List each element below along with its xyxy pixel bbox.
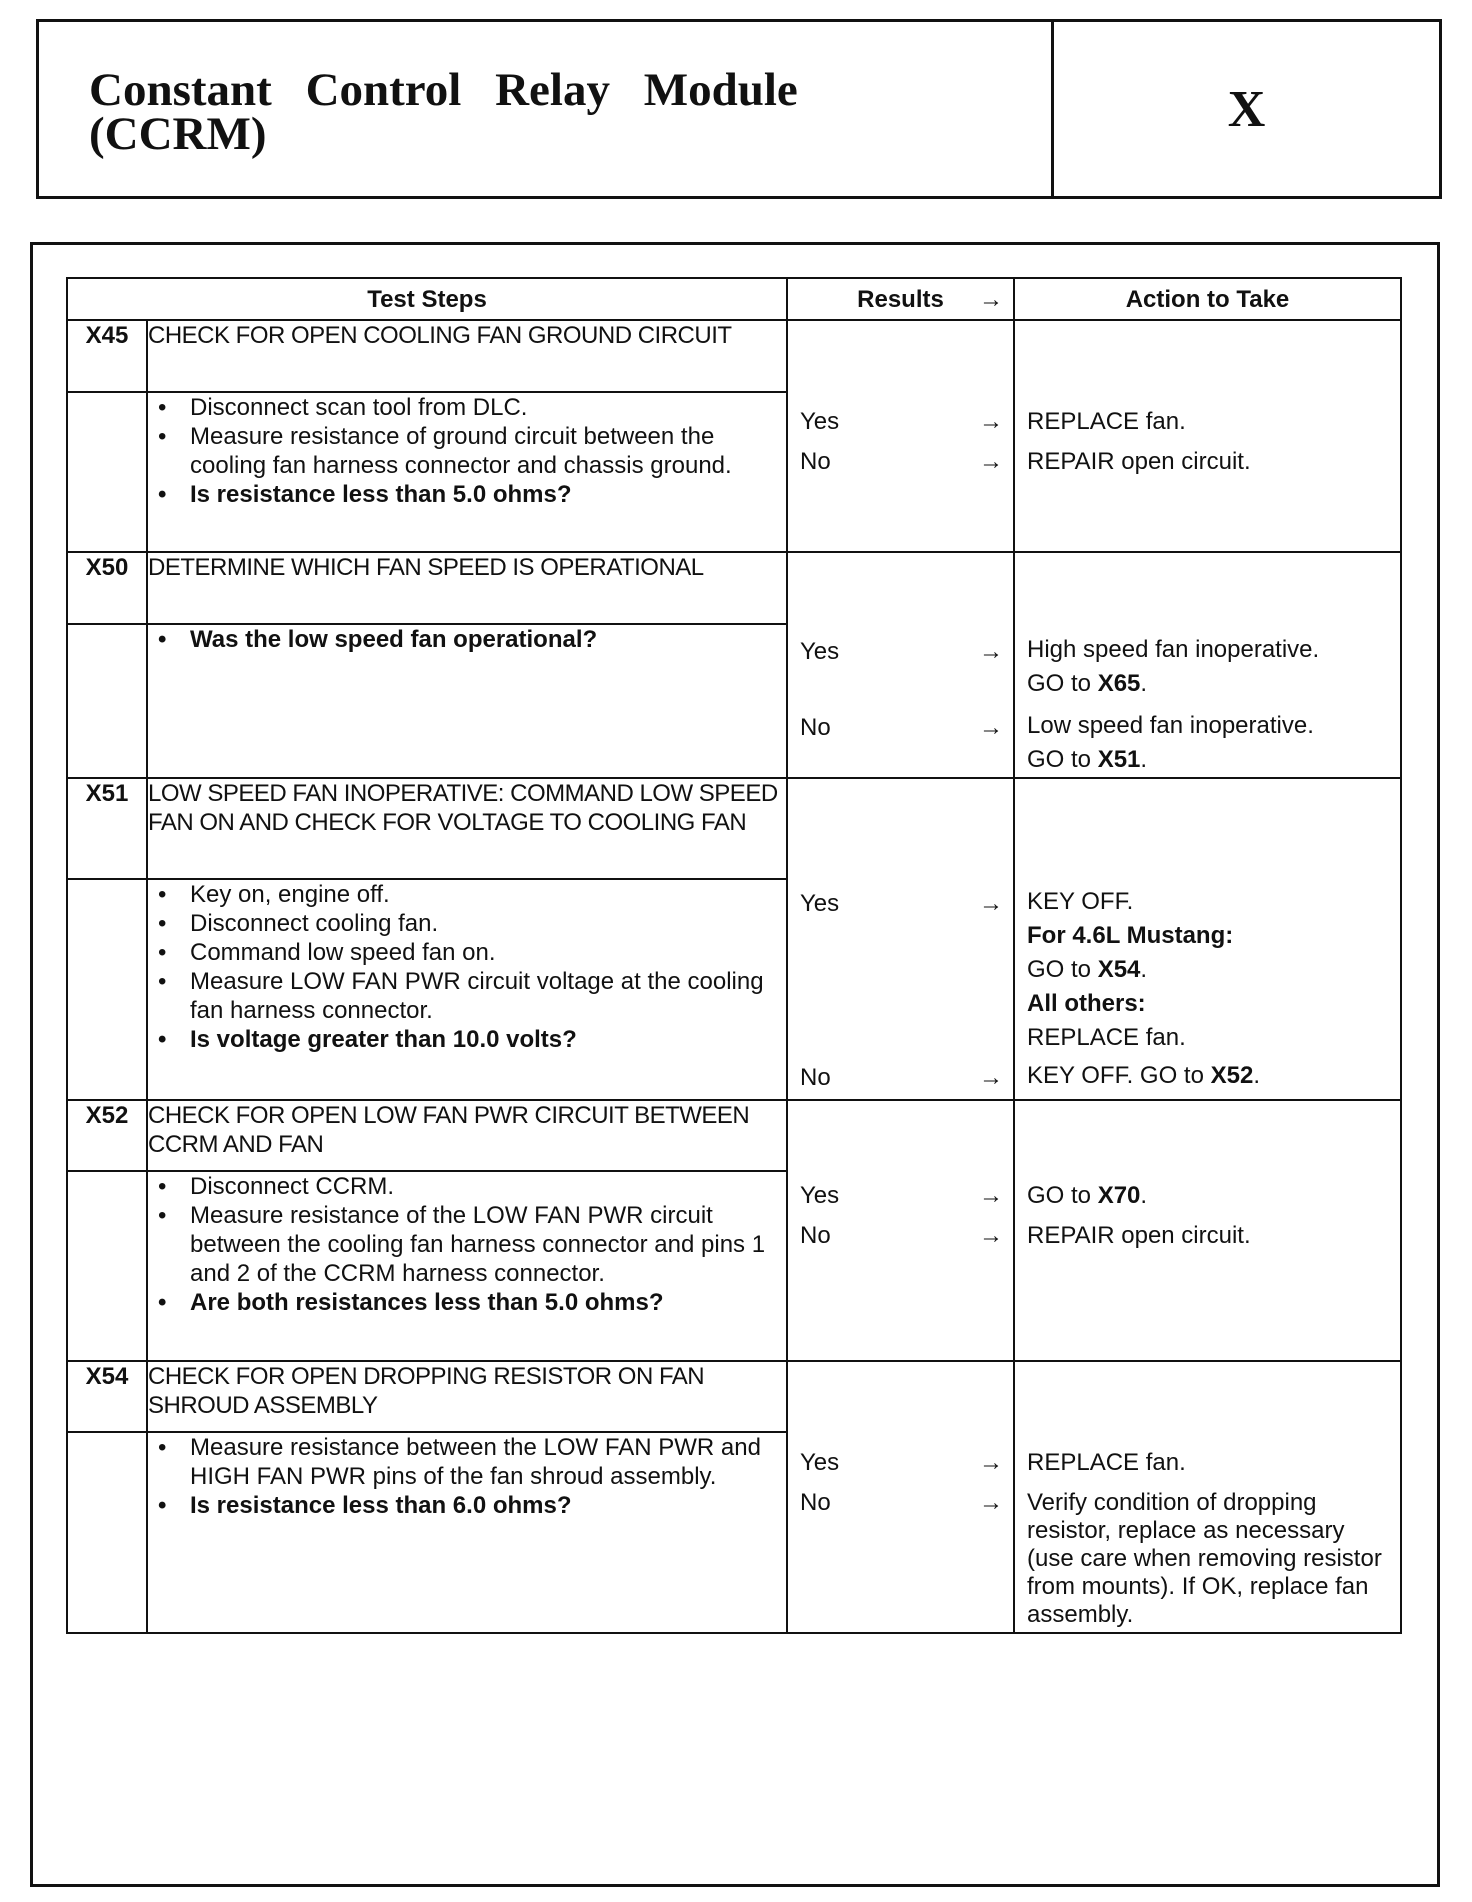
step-id: X45 [67,320,147,392]
table-header-row [67,278,1401,320]
step-id: X52 [67,1100,147,1171]
result-no: No → [800,1064,1003,1091]
header-results-label: Results [857,285,944,313]
step-bullets [147,1171,787,1361]
list-item: • Measure resistance between the LOW FAN PWR and HIGH FAN PWR pins of the fan shroud assembly. [148,1433,786,1491]
page-title-line2: (CCRM) [89,108,267,160]
page-title [89,64,989,160]
list-item: • Is voltage greater than 10.0 volts? [148,1025,786,1054]
step-x52-title-row [67,1100,1401,1171]
arrow-right-icon: → [979,638,1003,665]
list-item: • Measure resistance of ground circuit between the cooling fan harness connector and chassis ground. [148,422,786,480]
result-no: No → [800,1489,1003,1516]
list-item: • Disconnect scan tool from DLC. [148,393,786,422]
step-title: LOW SPEED FAN INOPERATIVE: COMMAND LOW SPEED FAN ON AND CHECK FOR VOLTAGE TO COOLING FAN [147,778,787,879]
list-item: • Disconnect CCRM. [148,1172,786,1201]
step-id: X51 [67,778,147,879]
action-yes: REPLACE fan. [1027,1449,1186,1476]
action-no: REPAIR open circuit. [1027,448,1251,475]
arrow-right-icon: → [979,890,1003,917]
list-item: • Measure LOW FAN PWR circuit voltage at the cooling fan harness connector. [148,967,786,1025]
arrow-right-icon: → [979,714,1003,741]
action-no: Low speed fan inoperative. GO to X51. [1027,712,1314,773]
section-letter: X [1227,80,1266,138]
action-yes: KEY OFF. For 4.6L Mustang: GO to X54. All others: REPLACE fan. [1027,888,1234,1051]
step-bullets [147,879,787,1100]
arrow-right-icon: → [979,1182,1003,1209]
action-no: Verify condition of dropping resistor, replace as necessary (use care when removing resistor from mounts). If OK, replace fan assembly. [1027,1489,1382,1628]
action-yes: REPLACE fan. [1027,408,1186,435]
step-title: CHECK FOR OPEN COOLING FAN GROUND CIRCUIT [147,320,787,392]
list-item: • Was the low speed fan operational? [148,625,786,654]
page-title-line1: Constant Control Relay Module [89,64,798,116]
result-yes: Yes → [800,408,1003,435]
result-yes: Yes → [800,638,1003,665]
arrow-right-icon: → [979,408,1003,435]
step-x51-title-row [67,778,1401,879]
list-item: • Disconnect cooling fan. [148,909,786,938]
step-x52-results [787,1100,1014,1361]
step-x51-results [787,778,1014,1100]
arrow-right-icon: → [979,1489,1003,1516]
list-item: • Measure resistance of the LOW FAN PWR circuit between the cooling fan harness connector and pins 1 and 2 of the CCRM harness connector. [148,1201,786,1288]
step-x54-results [787,1361,1014,1633]
arrow-right-icon: → [979,1064,1003,1091]
list-item: • Command low speed fan on. [148,938,786,967]
step-title: CHECK FOR OPEN LOW FAN PWR CIRCUIT BETWEEN CCRM AND FAN [147,1100,787,1171]
result-no: No → [800,1222,1003,1249]
test-steps-table [66,277,1402,1634]
action-yes: GO to X70. [1027,1182,1148,1209]
action-no: REPAIR open circuit. [1027,1222,1251,1249]
list-item: • Key on, engine off. [148,880,786,909]
step-x45-actions [1014,320,1401,552]
step-x50-actions [1014,552,1401,778]
arrow-right-icon: → [979,448,1003,475]
step-x54-actions [1014,1361,1401,1633]
step-x50-title-row [67,552,1401,624]
step-bullets [147,624,787,778]
header-test-steps: Test Steps [67,278,787,320]
step-bullets [147,392,787,552]
step-x45-results [787,320,1014,552]
action-yes: High speed fan inoperative. GO to X65. [1027,636,1320,697]
header-action: Action to Take [1014,278,1401,320]
step-id: X54 [67,1361,147,1432]
result-no: No → [800,448,1003,475]
arrow-right-icon: → [979,286,1003,313]
result-yes: Yes → [800,1449,1003,1476]
list-item: • Is resistance less than 5.0 ohms? [148,480,786,509]
step-title: CHECK FOR OPEN DROPPING RESISTOR ON FAN SHROUD ASSEMBLY [147,1361,787,1432]
arrow-right-icon: → [979,1222,1003,1249]
step-x50-results [787,552,1014,778]
header-box [36,19,1442,199]
step-bullets [147,1432,787,1633]
step-id: X50 [67,552,147,624]
step-x51-actions [1014,778,1401,1100]
result-yes: Yes → [800,1182,1003,1209]
action-no: KEY OFF. GO to X52. [1027,1062,1260,1089]
step-x54-title-row [67,1361,1401,1432]
step-title: DETERMINE WHICH FAN SPEED IS OPERATIONAL [147,552,787,624]
step-x52-actions [1014,1100,1401,1361]
result-no: No → [800,714,1003,741]
step-x45-title-row [67,320,1401,392]
list-item: • Is resistance less than 6.0 ohms? [148,1491,786,1520]
result-yes: Yes → [800,890,1003,917]
header-results [787,278,1014,320]
list-item: • Are both resistances less than 5.0 ohms? [148,1288,786,1317]
arrow-right-icon: → [979,1449,1003,1476]
